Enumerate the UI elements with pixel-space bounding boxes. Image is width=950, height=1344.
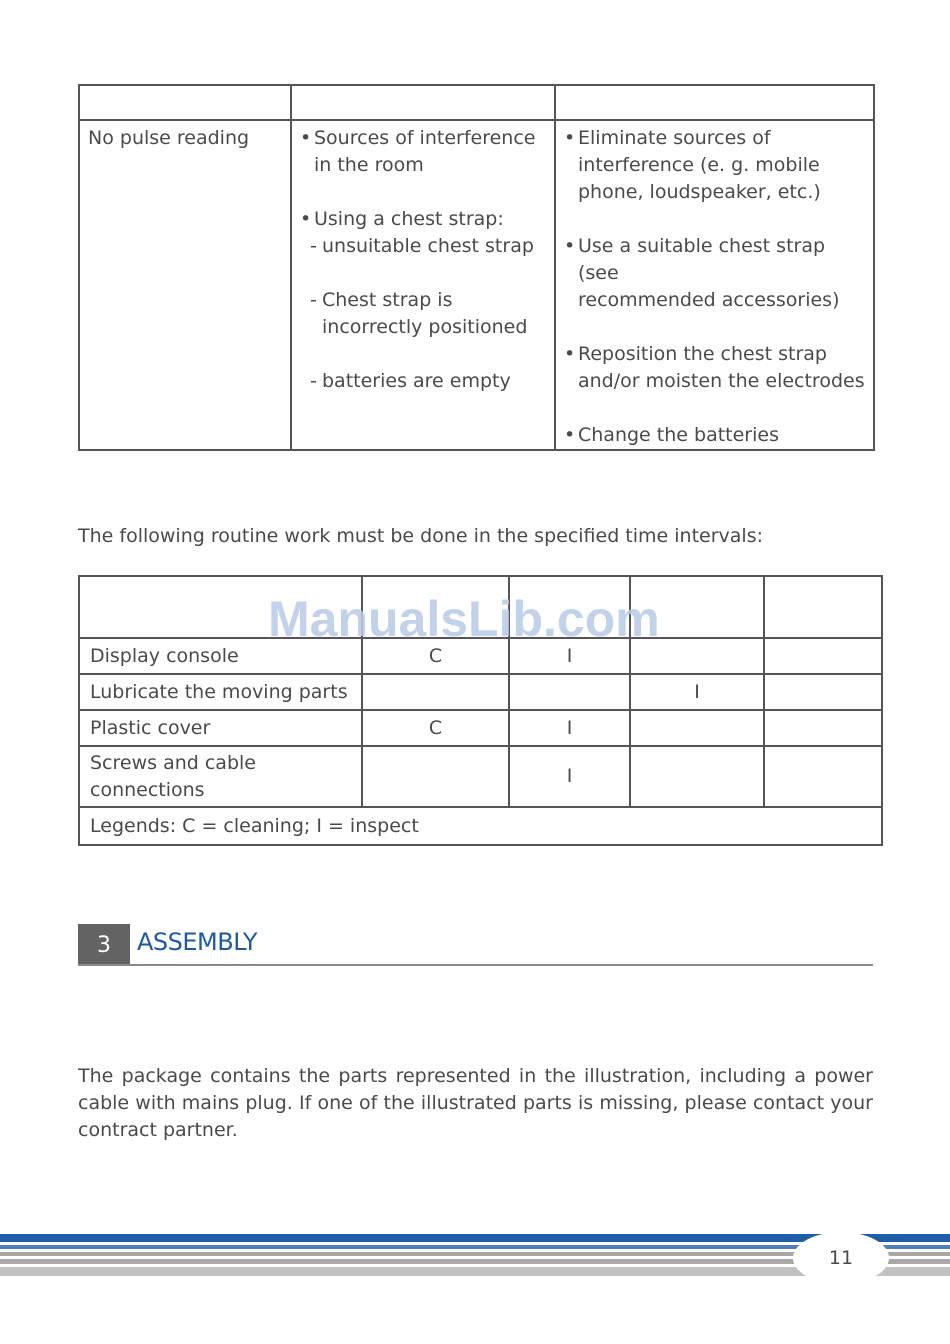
- row-label: Plastic cover: [79, 710, 362, 746]
- section-title: ASSEMBLY: [137, 928, 258, 956]
- troubleshooting-table: [78, 84, 875, 451]
- fault-text: No pulse reading: [88, 127, 250, 149]
- cause-subitem: - Chest strap is incorrectly positioned: [310, 289, 528, 338]
- legend-row: [79, 807, 882, 845]
- header-cell: [79, 85, 291, 120]
- cause-item: • Sources of interference in the room: [300, 127, 536, 176]
- fault-cell: [79, 120, 291, 450]
- table-row: Screws and cable connections I: [79, 746, 882, 807]
- table-row: Display console C I: [79, 638, 882, 674]
- remedy-item: • Eliminate sources of interference (e. g. mobile phone, loudspeaker, etc.): [564, 127, 821, 203]
- assembly-paragraph: The package contains the parts represented in the illustration, including a power cable with mains plug. If one of the illustrated parts is missing, please contact your contract partner.: [78, 1065, 873, 1141]
- cause-item: • Using a chest strap:: [300, 208, 504, 230]
- table-row: [79, 120, 874, 450]
- cause-subitem: - unsuitable chest strap: [310, 235, 534, 257]
- row-label: Lubricate the moving parts: [79, 674, 362, 710]
- watermark-logo: ManualsLib.com: [268, 591, 660, 647]
- maintenance-intro: The following routine work must be done in the specified time intervals:: [78, 525, 764, 547]
- cause-cell: [291, 120, 555, 450]
- header-cell: [291, 85, 555, 120]
- section-number: 3: [78, 924, 130, 966]
- table-row: Plastic cover C I: [79, 710, 882, 746]
- cause-subitem: - batteries are empty: [310, 370, 511, 392]
- row-label: Screws and cable connections: [79, 746, 362, 807]
- page-number: 11: [793, 1232, 889, 1284]
- remedy-cell: [555, 120, 874, 450]
- legend-text: Legends: C = cleaning; I = inspect: [79, 807, 882, 845]
- row-label: Display console: [79, 638, 362, 674]
- header-cell: [555, 85, 874, 120]
- table-header-row: [79, 85, 874, 120]
- section-divider: [78, 964, 873, 966]
- table-row: Lubricate the moving parts I: [79, 674, 882, 710]
- remedy-item: • Change the batteries: [564, 424, 779, 446]
- remedy-item: • Reposition the chest strap and/or moisten the electrodes: [564, 343, 865, 392]
- remedy-item: • Use a suitable chest strap (see recommended accessories): [564, 235, 840, 311]
